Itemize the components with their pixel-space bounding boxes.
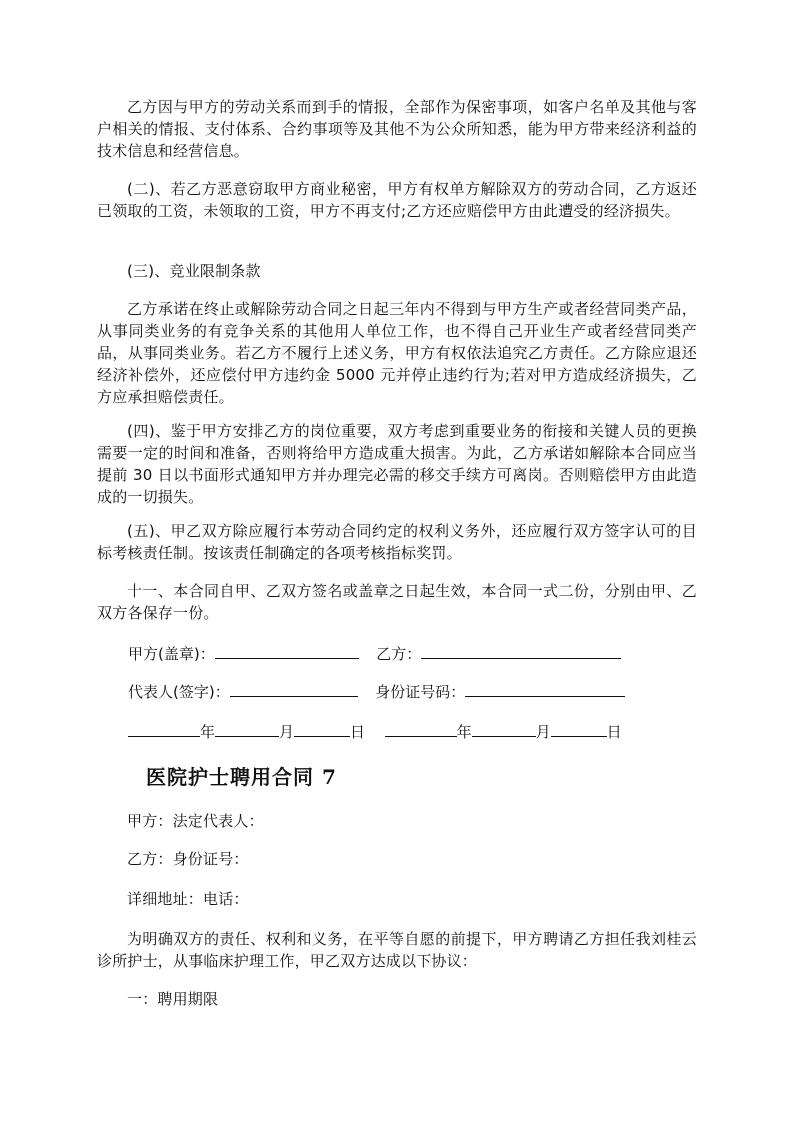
date-a-day-label: 日 xyxy=(350,723,366,741)
date-b-day-blank[interactable] xyxy=(551,720,607,737)
date-a-year-label: 年 xyxy=(200,723,216,741)
party-b-label: 乙方： xyxy=(376,645,422,663)
paragraph-effective-clause: 十一、本合同自甲、乙双方签名或盖章之日起生效，本合同一式二份，分别由甲、乙双方各保存一份。 xyxy=(97,582,697,622)
section-hire-period: 一：聘用期限 xyxy=(127,990,219,1008)
date-b-year-blank[interactable] xyxy=(385,720,457,737)
agreement-intro: 为明确双方的责任、权利和义务，在平等自愿的前提下，甲方聘请乙方担任我刘桂云诊所护士，从事临床护理工作，甲乙双方达成以下协议： xyxy=(97,930,697,970)
date-b-month-blank[interactable] xyxy=(472,720,536,737)
paragraph-target-responsibility: (五)、甲乙双方除应履行本劳动合同约定的权利义务外，还应履行双方签字认可的目标考核责任制。按该责任制确定的各项考核指标奖罚。 xyxy=(97,522,697,562)
id-number-blank[interactable] xyxy=(465,680,625,697)
paragraph-trade-secret-clause: (二)、若乙方恶意窃取甲方商业秘密，甲方有权单方解除双方的劳动合同，乙方返还已领取的工资，未领取的工资，甲方不再支付;乙方还应赔偿甲方由此遭受的经济损失。 xyxy=(97,180,697,220)
party-b-line: 乙方：身份证号： xyxy=(127,850,249,868)
party-a-seal-label: 甲方(盖章)： xyxy=(128,645,215,663)
date-a-month-label: 月 xyxy=(279,723,295,741)
paragraph-non-compete-clause: 乙方承诺在终止或解除劳动合同之日起三年内不得到与甲方生产或者经营同类产品，从事同类业务的有竞争关系的其他用人单位工作，也不得自己开业生产或者经营同类产品，从事同类业务。若乙方不履行上述义务，甲方有权依法追究乙方责任。乙方除应退还经济补偿外，还应偿付甲方违约金 5000 元并停止违约行为;若对甲方造成经济损失，乙方应承担赔偿责任。 xyxy=(97,300,697,406)
party-a-seal-blank[interactable] xyxy=(215,642,359,659)
paragraph-non-compete-heading: (三)、竞业限制条款 xyxy=(127,262,261,280)
signature-row-dates xyxy=(128,720,622,742)
representative-label: 代表人(签字)： xyxy=(128,683,230,701)
address-line: 详细地址：电话： xyxy=(127,890,249,908)
id-number-label: 身份证号码： xyxy=(375,683,466,701)
date-b-month-label: 月 xyxy=(535,723,551,741)
date-b-day-label: 日 xyxy=(606,723,622,741)
signature-row-parties xyxy=(128,642,621,664)
date-a-year-blank[interactable] xyxy=(128,720,200,737)
date-a-day-blank[interactable] xyxy=(294,720,350,737)
date-a-month-blank[interactable] xyxy=(215,720,279,737)
party-b-blank[interactable] xyxy=(421,642,621,659)
signature-row-representative xyxy=(128,680,625,702)
paragraph-confidential-info: 乙方因与甲方的劳动关系而到手的情报，全部作为保密事项，如客户名单及其他与客户相关的情报、支付体系、合约事项等及其他不为公众所知悉，能为甲方带来经济利益的技术信息和经营信息。 xyxy=(97,98,697,160)
date-b-year-label: 年 xyxy=(456,723,472,741)
paragraph-resignation-notice: (四)、鉴于甲方安排乙方的岗位重要，双方考虑到重要业务的衔接和关键人员的更换需要一定的时间和准备，否则将给甲方造成重大损害。为此，乙方承诺如解除本合同应当提前 30 日以书面形式通知甲方并办理完必需的移交手续方可离岗。否则赔偿甲方由此造成的一切损失。 xyxy=(97,422,697,506)
representative-blank[interactable] xyxy=(230,680,358,697)
contract-title: 医院护士聘用合同 7 xyxy=(146,765,337,789)
party-a-line: 甲方：法定代表人： xyxy=(127,812,264,830)
